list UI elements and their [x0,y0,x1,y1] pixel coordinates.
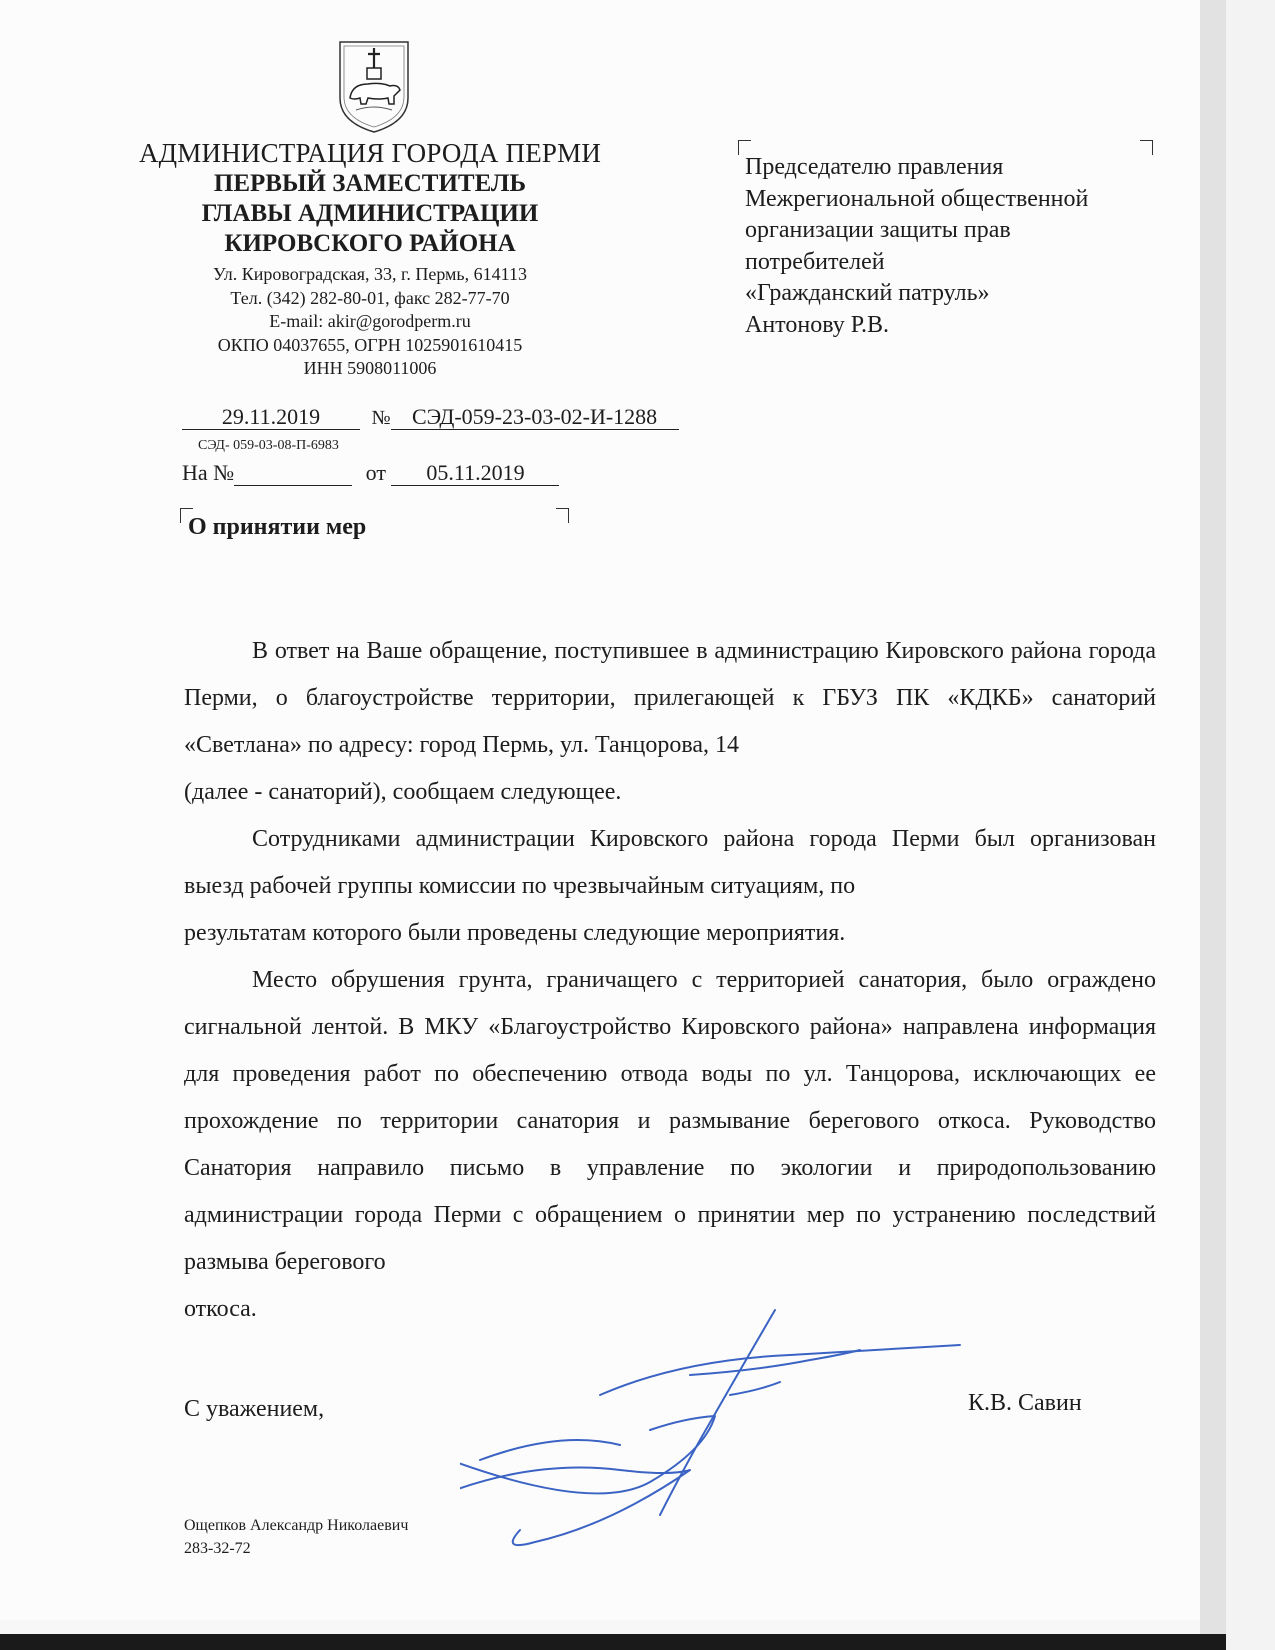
position-line-1: ПЕРВЫЙ ЗАМЕСТИТЕЛЬ [213,170,527,197]
position-line-3: КИРОВСКОГО РАЙОНА [224,230,516,257]
org-phone: Тел. (342) 282-80-01, факс 282-77-70 [230,287,510,308]
org-codes: ОКПО 04037655, ОГРН 1025901610415 [217,334,523,355]
letterhead [128,138,612,381]
recipient-block [745,152,1165,341]
org-email: E-mail: akir@gorodperm.ru [269,311,471,331]
executor-name: Ощепков Александр Николаевич [184,1517,409,1534]
paragraph: Место обрушения грунта, граничащего с территорией санатория, было ограждено сигнальной лентой. В МКУ «Благоустройство Кировского района» направлена информация для проведения работ по обеспечению отвода воды по ул. Танцорова, исключающих ее прохождение по территории санатория и размывание берегового откоса. Руководство Санатория направило письмо в управление по экологии и природопользованию администрации города Перми с обращением о принятии мер по устранению последствий размыва берегового [184,967,1156,1275]
executor-phone: 283-32-72 [184,1540,251,1557]
org-address: Ул. Кировоградская, 33, г. Пермь, 614113 [213,264,527,284]
internal-reference: СЭД- 059-03-08-П-6983 [198,438,339,453]
letter-number: СЭД-059-23-03-02-И-1288 [391,405,679,430]
closing-phrase: С уважением, [184,1396,325,1422]
registration-line [182,404,679,430]
recipient-line: Межрегиональной общественной [745,185,1089,212]
letter-date: 29.11.2019 [182,405,360,430]
letter-subject: О принятии мер [188,514,367,540]
from-label: от [365,460,386,485]
recipient-line: потребителей [745,248,885,275]
corner-mark [556,508,569,523]
scan-edge [1200,0,1226,1650]
reply-label: На № [182,460,235,485]
paragraph-end: результатам которого были проведены следующие мероприятия. [184,920,846,946]
reply-number-blank [234,461,352,486]
number-label: № [371,407,391,429]
executor-block [184,1514,408,1560]
scan-bottom-edge [0,1634,1226,1650]
org-name: АДМИНИСТРАЦИЯ ГОРОДА ПЕРМИ [138,138,602,168]
recipient-line: организации защиты прав [745,217,1011,243]
reply-date: 05.11.2019 [391,461,559,486]
paragraph-end: (далее - санаторий), сообщаем следующее. [184,779,622,805]
letter-body [184,628,1156,1333]
recipient-line: Председателю правления [745,154,1004,180]
org-inn: ИНН 5908011006 [303,358,437,378]
reply-line [182,460,559,486]
coat-of-arms-icon [334,38,414,134]
paragraph: Сотрудниками администрации Кировского района города Перми был организован выезд рабочей группы комиссии по чрезвычайным ситуациям, по [184,826,1156,899]
handwritten-signature [460,1300,1020,1570]
paragraph-end: откоса. [184,1296,257,1322]
scan-margin [1226,0,1275,1650]
position-line-2: ГЛАВЫ АДМИНИСТРАЦИИ [201,200,539,227]
paragraph: В ответ на Ваше обращение, поступившее в администрацию Кировского района города Перми, о благоустройстве территории, прилегающей к ГБУЗ ПК «КДКБ» санаторий «Светлана» по адресу: город Пермь, ул. Танцорова, 14 [184,638,1156,758]
recipient-line: Антонову Р.В. [745,311,890,338]
recipient-line: «Гражданский патруль» [745,280,990,306]
signatory-name: К.В. Савин [968,1390,1082,1416]
